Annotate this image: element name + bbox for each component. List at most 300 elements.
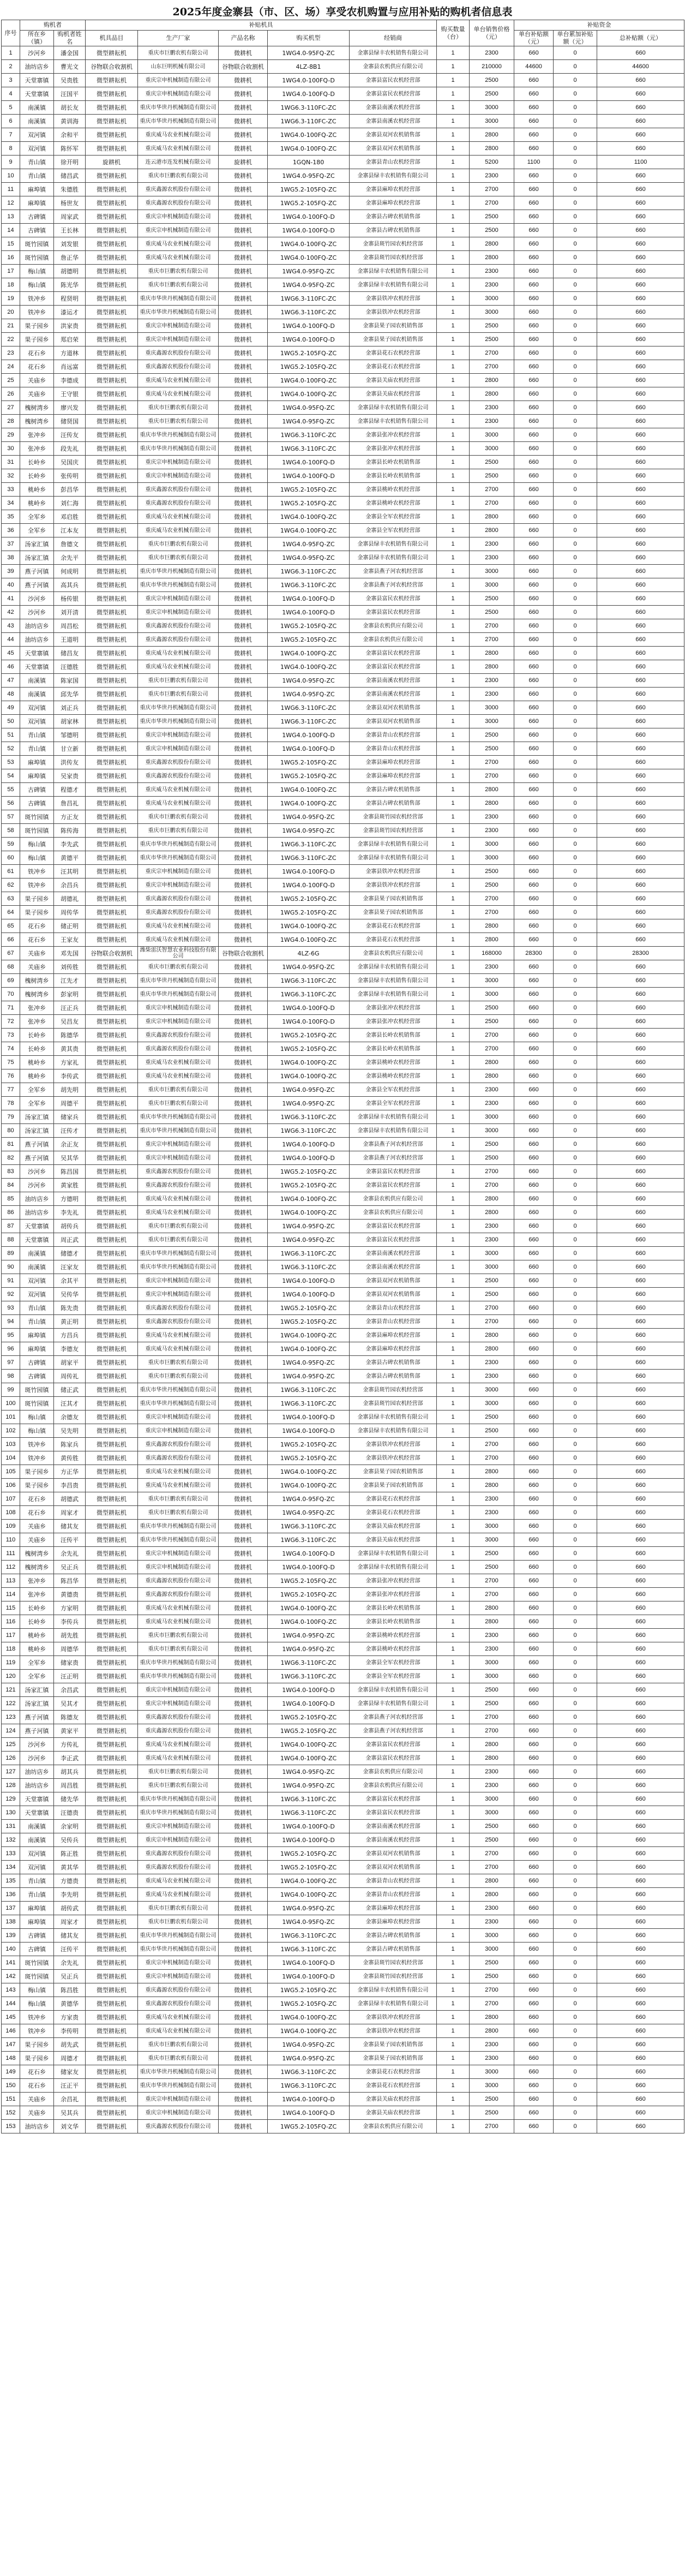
cell-dealer: 金寨县绿丰农机销售有限公司: [350, 537, 437, 551]
cell-maker: 重庆威马农业机械有限公司: [138, 1069, 219, 1083]
cell-seq: 20: [2, 306, 20, 319]
table-row: [2, 1465, 684, 1479]
cell-price: 2500: [470, 1274, 514, 1288]
cell-model: 1WG4.0-95FQ-ZC: [268, 415, 350, 428]
cell-local-sub: 0: [554, 783, 597, 797]
cell-local-sub: 0: [554, 1192, 597, 1206]
table-row: [2, 1097, 684, 1110]
cell-total-sub: 660: [597, 2065, 684, 2079]
table-row: [2, 387, 684, 401]
cell-town: 果子园乡: [20, 2038, 54, 2052]
cell-town: 桃岭乡: [20, 1642, 54, 1656]
cell-qty: 1: [437, 1683, 470, 1697]
cell-town: 天堂寨镇: [20, 1806, 54, 1820]
cell-item-name: 微型耕耘机: [86, 183, 138, 196]
cell-buyer-name: 胡家林: [54, 715, 86, 728]
cell-total-sub: 660: [597, 1765, 684, 1779]
cell-central-sub: 660: [514, 783, 554, 797]
cell-product: 微耕机: [219, 1151, 268, 1165]
cell-seq: 22: [2, 333, 20, 346]
table-row: [2, 688, 684, 701]
cell-total-sub: 660: [597, 210, 684, 224]
cell-price: 2500: [470, 1001, 514, 1015]
cell-dealer: 金寨县绿丰农机销售有限公司: [350, 1997, 437, 2011]
cell-seq: 32: [2, 469, 20, 483]
cell-seq: 74: [2, 1042, 20, 1056]
cell-qty: 1: [437, 1479, 470, 1492]
cell-central-sub: 660: [514, 565, 554, 578]
cell-qty: 1: [437, 1397, 470, 1410]
cell-model: 1WG4.0-100FQ-ZC: [268, 2011, 350, 2024]
cell-local-sub: 0: [554, 1029, 597, 1042]
cell-seq: 133: [2, 1847, 20, 1861]
cell-price: 2700: [470, 497, 514, 510]
cell-central-sub: 660: [514, 1915, 554, 1929]
cell-town: 沙河乡: [20, 592, 54, 606]
cell-dealer: 金寨县绿丰农机销售有限公司: [350, 1983, 437, 1997]
cell-buyer-name: 周昌松: [54, 619, 86, 633]
cell-price: 3000: [470, 2065, 514, 2079]
cell-dealer: 金寨县古碑农机销售部: [350, 1370, 437, 1383]
cell-item-name: 微型耕耘机: [86, 1833, 138, 1847]
cell-model: 1WG4.0-95FQ-ZC: [268, 1779, 350, 1792]
cell-central-sub: 660: [514, 1820, 554, 1833]
cell-total-sub: 660: [597, 142, 684, 156]
cell-qty: 1: [437, 1424, 470, 1438]
table-row: [2, 1138, 684, 1151]
cell-product: 微耕机: [219, 1915, 268, 1929]
cell-dealer: 金寨县张冲农机经营部: [350, 428, 437, 442]
cell-item-name: 微型耕耘机: [86, 1110, 138, 1124]
cell-product: 微耕机: [219, 1015, 268, 1029]
cell-price: 2700: [470, 1315, 514, 1329]
cell-town: 双河镇: [20, 701, 54, 715]
cell-seq: 24: [2, 360, 20, 374]
cell-qty: 1: [437, 1983, 470, 1997]
cell-town: 汤家汇镇: [20, 1697, 54, 1711]
cell-qty: 1: [437, 1124, 470, 1138]
cell-item-name: 微型耕耘机: [86, 115, 138, 128]
cell-central-sub: 660: [514, 1056, 554, 1069]
cell-central-sub: 660: [514, 1956, 554, 1970]
cell-local-sub: 0: [554, 1056, 597, 1069]
cell-product: 微耕机: [219, 265, 268, 278]
cell-product: 微耕机: [219, 224, 268, 237]
cell-total-sub: 660: [597, 797, 684, 810]
cell-qty: 1: [437, 1329, 470, 1342]
cell-product: 微耕机: [219, 1929, 268, 1943]
cell-price: 3000: [470, 1520, 514, 1533]
cell-price: 2500: [470, 1547, 514, 1561]
cell-item-name: 微型耕耘机: [86, 2106, 138, 2120]
cell-seq: 148: [2, 2052, 20, 2065]
cell-dealer: 金寨县铁冲农机经营部: [350, 1451, 437, 1465]
cell-price: 2700: [470, 756, 514, 769]
cell-central-sub: 660: [514, 1356, 554, 1370]
cell-product: 微耕机: [219, 1001, 268, 1015]
cell-town: 铁冲乡: [20, 2011, 54, 2024]
cell-seq: 82: [2, 1151, 20, 1165]
cell-town: 天堂寨镇: [20, 660, 54, 674]
cell-item-name: 微型耕耘机: [86, 1929, 138, 1943]
cell-central-sub: 28300: [514, 947, 554, 960]
table-row: [2, 1915, 684, 1929]
table-row: [2, 1520, 684, 1533]
cell-town: 张冲乡: [20, 1001, 54, 1015]
table-row: [2, 292, 684, 306]
cell-model: 1WG4.0-100FQ-ZC: [268, 524, 350, 537]
cell-dealer: 金寨县双河农机销售部: [350, 1288, 437, 1301]
cell-model: 1WG6.3-110FC-ZC: [268, 715, 350, 728]
cell-product: 微耕机: [219, 46, 268, 60]
cell-item-name: 微型耕耘机: [86, 469, 138, 483]
cell-seq: 71: [2, 1001, 20, 1015]
cell-qty: 1: [437, 387, 470, 401]
cell-dealer: 金寨县麻埠农机经营部: [350, 756, 437, 769]
cell-total-sub: 660: [597, 892, 684, 906]
cell-product: 微耕机: [219, 1315, 268, 1329]
cell-product: 微耕机: [219, 933, 268, 947]
cell-price: 2500: [470, 728, 514, 742]
cell-item-name: 微型耕耘机: [86, 1601, 138, 1615]
cell-dealer: 金寨县青山农机经营部: [350, 1874, 437, 1888]
cell-maker: 重庆市巨鹏农机有限公司: [138, 1356, 219, 1370]
cell-buyer-name: 黄其贵: [54, 1042, 86, 1056]
cell-central-sub: 660: [514, 401, 554, 415]
cell-seq: 46: [2, 660, 20, 674]
table-row: [2, 606, 684, 619]
cell-price: 2300: [470, 824, 514, 838]
cell-item-name: 微型耕耘机: [86, 1915, 138, 1929]
cell-item-name: 微型耕耘机: [86, 1465, 138, 1479]
cell-product: 微耕机: [219, 101, 268, 115]
cell-price: 2500: [470, 224, 514, 237]
cell-buyer-name: 李正武: [54, 1752, 86, 1765]
cell-town: 汤家汇镇: [20, 551, 54, 565]
cell-total-sub: 660: [597, 1915, 684, 1929]
cell-qty: 1: [437, 1083, 470, 1097]
cell-item-name: 微型耕耘机: [86, 578, 138, 592]
cell-total-sub: 660: [597, 1847, 684, 1861]
cell-seq: 132: [2, 1833, 20, 1847]
cell-product: 微耕机: [219, 142, 268, 156]
cell-buyer-name: 吴先明: [54, 1424, 86, 1438]
cell-seq: 150: [2, 2079, 20, 2093]
cell-model: 1WG4.0-100FQ-D: [268, 1410, 350, 1424]
cell-model: 1WG6.3-110FC-ZC: [268, 1110, 350, 1124]
cell-qty: 1: [437, 606, 470, 619]
cell-maker: 重庆宗申机械制造有限公司: [138, 865, 219, 878]
cell-total-sub: 660: [597, 415, 684, 428]
cell-total-sub: 660: [597, 1902, 684, 1915]
cell-product: 微耕机: [219, 988, 268, 1001]
cell-model: 1WG4.0-100FQ-ZC: [268, 251, 350, 265]
cell-price: 2700: [470, 1724, 514, 1738]
table-row: [2, 537, 684, 551]
cell-model: 1WG4.0-100FQ-ZC: [268, 1615, 350, 1629]
cell-central-sub: 660: [514, 306, 554, 319]
cell-maker: 重庆鑫源农机股份有限公司: [138, 1574, 219, 1588]
cell-dealer: 金寨县长岭农机销售部: [350, 469, 437, 483]
cell-price: 2500: [470, 1683, 514, 1697]
cell-local-sub: 0: [554, 947, 597, 960]
cell-model: 1WG4.0-100FQ-ZC: [268, 128, 350, 142]
cell-product: 旋耕机: [219, 156, 268, 169]
cell-product: 微耕机: [219, 1683, 268, 1697]
cell-product: 微耕机: [219, 1097, 268, 1110]
cell-seq: 23: [2, 346, 20, 360]
cell-item-name: 微型耕耘机: [86, 142, 138, 156]
cell-seq: 100: [2, 1397, 20, 1410]
cell-town: 槐树湾乡: [20, 988, 54, 1001]
cell-price: 2500: [470, 319, 514, 333]
cell-model: 1WG4.0-95FQ-ZC: [268, 674, 350, 688]
cell-maker: 重庆鑫源农机股份有限公司: [138, 183, 219, 196]
cell-model: 1WG4.0-100FQ-D: [268, 319, 350, 333]
cell-central-sub: 660: [514, 456, 554, 469]
cell-total-sub: 660: [597, 592, 684, 606]
cell-town: 梅山镇: [20, 1410, 54, 1424]
cell-item-name: 微型耕耘机: [86, 1956, 138, 1970]
cell-maker: 重庆威马农业机械有限公司: [138, 1206, 219, 1220]
cell-town: 关庙乡: [20, 2093, 54, 2106]
cell-item-name: 微型耕耘机: [86, 1888, 138, 1902]
cell-product: 微耕机: [219, 210, 268, 224]
header-subsidy-group: 补贴资金: [514, 20, 684, 31]
cell-model: 1WG4.0-100FQ-D: [268, 224, 350, 237]
cell-buyer-name: 余先礼: [54, 1956, 86, 1970]
table-row: [2, 1601, 684, 1615]
cell-product: 微耕机: [219, 2106, 268, 2120]
cell-model: 1WG5.2-105FQ-ZC: [268, 1861, 350, 1874]
table-row: [2, 674, 684, 688]
cell-seq: 5: [2, 101, 20, 115]
cell-model: 1WG4.0-95FQ-ZC: [268, 1097, 350, 1110]
cell-maker: 重庆市巨鹏农机有限公司: [138, 1765, 219, 1779]
cell-qty: 1: [437, 2011, 470, 2024]
cell-maker: 重庆市华世丹机械制造有限公司: [138, 1929, 219, 1943]
cell-seq: 4: [2, 87, 20, 101]
cell-model: 1WG5.2-105FQ-ZC: [268, 892, 350, 906]
cell-central-sub: 44600: [514, 60, 554, 74]
cell-item-name: 微型耕耘机: [86, 292, 138, 306]
table-row: [2, 1902, 684, 1915]
cell-model: 1WG5.2-105FQ-ZC: [268, 183, 350, 196]
table-row: [2, 1861, 684, 1874]
cell-town: 天堂寨镇: [20, 1220, 54, 1233]
cell-maker: 重庆宗申机械制造有限公司: [138, 2093, 219, 2106]
cell-seq: 64: [2, 906, 20, 919]
cell-seq: 99: [2, 1383, 20, 1397]
table-row: [2, 46, 684, 60]
cell-item-name: 微型耕耘机: [86, 919, 138, 933]
cell-model: 1WG6.3-110FC-ZC: [268, 1806, 350, 1820]
cell-dealer: 金寨县古碑农机销售部: [350, 1356, 437, 1370]
cell-maker: 重庆市巨鹏农机有限公司: [138, 551, 219, 565]
table-row: [2, 1929, 684, 1943]
cell-buyer-name: 黄德贵: [54, 1588, 86, 1601]
cell-model: 1WG5.2-105FQ-ZC: [268, 769, 350, 783]
cell-central-sub: 660: [514, 1329, 554, 1342]
cell-total-sub: 660: [597, 1288, 684, 1301]
cell-local-sub: 0: [554, 1970, 597, 1983]
cell-total-sub: 660: [597, 1451, 684, 1465]
cell-item-name: 微型耕耘机: [86, 1015, 138, 1029]
cell-local-sub: 0: [554, 483, 597, 497]
table-row: [2, 1410, 684, 1424]
cell-qty: 1: [437, 851, 470, 865]
cell-seq: 26: [2, 387, 20, 401]
table-row: [2, 1438, 684, 1451]
cell-price: 3000: [470, 1656, 514, 1670]
cell-price: 2700: [470, 1165, 514, 1179]
cell-buyer-name: 潘金国: [54, 46, 86, 60]
cell-central-sub: 660: [514, 128, 554, 142]
cell-dealer: 金寨县果子园农机销售部: [350, 1465, 437, 1479]
cell-maker: 重庆市巨鹏农机有限公司: [138, 1492, 219, 1506]
cell-town: 汤家汇镇: [20, 1110, 54, 1124]
cell-product: 微耕机: [219, 824, 268, 838]
cell-buyer-name: 张传明: [54, 469, 86, 483]
cell-qty: 1: [437, 947, 470, 960]
cell-product: 微耕机: [219, 469, 268, 483]
cell-buyer-name: 廖兴发: [54, 401, 86, 415]
table-row: [2, 1738, 684, 1752]
cell-buyer-name: 周德华: [54, 1642, 86, 1656]
cell-buyer-name: 吴昌友: [54, 1015, 86, 1029]
cell-central-sub: 660: [514, 1792, 554, 1806]
cell-item-name: 微型耕耘机: [86, 551, 138, 565]
cell-dealer: 金寨县双河农机销售部: [350, 715, 437, 728]
cell-seq: 126: [2, 1752, 20, 1765]
cell-maker: 重庆市巨鹏农机有限公司: [138, 169, 219, 183]
cell-item-name: 微型耕耘机: [86, 1342, 138, 1356]
cell-price: 3000: [470, 115, 514, 128]
cell-item-name: 微型耕耘机: [86, 756, 138, 769]
cell-central-sub: 660: [514, 892, 554, 906]
cell-dealer: 金寨县燕子河农机经营部: [350, 1151, 437, 1165]
cell-item-name: 微型耕耘机: [86, 1792, 138, 1806]
cell-buyer-name: 储其友: [54, 1520, 86, 1533]
cell-item-name: 微型耕耘机: [86, 1301, 138, 1315]
cell-buyer-name: 李先武: [54, 838, 86, 851]
cell-item-name: 微型耕耘机: [86, 2120, 138, 2133]
cell-town: 果子园乡: [20, 892, 54, 906]
cell-local-sub: 0: [554, 306, 597, 319]
cell-maker: 重庆宗申机械制造有限公司: [138, 210, 219, 224]
cell-maker: 重庆鑫源农机股份有限公司: [138, 1179, 219, 1192]
cell-model: 1WG4.0-100FQ-ZC: [268, 1069, 350, 1083]
cell-dealer: 金寨县全军农机经营部: [350, 1083, 437, 1097]
table-row: [2, 2052, 684, 2065]
cell-item-name: 微型耕耘机: [86, 74, 138, 87]
cell-product: 微耕机: [219, 1465, 268, 1479]
cell-qty: 1: [437, 878, 470, 892]
cell-maker: 重庆威马农业机械有限公司: [138, 797, 219, 810]
cell-seq: 135: [2, 1874, 20, 1888]
cell-town: 天堂寨镇: [20, 87, 54, 101]
cell-local-sub: 0: [554, 156, 597, 169]
table-row: [2, 1943, 684, 1956]
cell-local-sub: 0: [554, 319, 597, 333]
cell-local-sub: 0: [554, 2052, 597, 2065]
cell-central-sub: 660: [514, 510, 554, 524]
cell-item-name: 旋耕机: [86, 156, 138, 169]
cell-buyer-name: 吴传兵: [54, 1833, 86, 1847]
cell-price: 2800: [470, 1329, 514, 1342]
cell-buyer-name: 王守银: [54, 387, 86, 401]
cell-maker: 重庆鑫源农机股份有限公司: [138, 1983, 219, 1997]
cell-model: 1WG4.0-95FQ-ZC: [268, 2052, 350, 2065]
cell-model: 1WG5.2-105FQ-ZC: [268, 1711, 350, 1724]
cell-model: 1WG5.2-105FQ-ZC: [268, 633, 350, 647]
cell-local-sub: 0: [554, 1520, 597, 1533]
cell-buyer-name: 汪家友: [54, 1260, 86, 1274]
cell-local-sub: 0: [554, 210, 597, 224]
cell-local-sub: 0: [554, 2093, 597, 2106]
table-row: [2, 87, 684, 101]
cell-dealer: 金寨县花石农机经营部: [350, 2065, 437, 2079]
table-row: [2, 1533, 684, 1547]
cell-central-sub: 660: [514, 2011, 554, 2024]
cell-model: 1WG6.3-110FC-ZC: [268, 1943, 350, 1956]
cell-buyer-name: 周家武: [54, 210, 86, 224]
cell-price: 2300: [470, 169, 514, 183]
cell-dealer: 金寨县南溪农机经营部: [350, 1247, 437, 1260]
cell-local-sub: 0: [554, 1888, 597, 1902]
cell-town: 铁冲乡: [20, 1438, 54, 1451]
cell-seq: 79: [2, 1110, 20, 1124]
cell-price: 2300: [470, 1220, 514, 1233]
table-row: [2, 224, 684, 237]
cell-qty: 1: [437, 265, 470, 278]
cell-item-name: 微型耕耘机: [86, 2052, 138, 2065]
table-row: [2, 183, 684, 196]
cell-dealer: 金寨县农机供应有限公司: [350, 60, 437, 74]
cell-seq: 93: [2, 1301, 20, 1315]
table-row: [2, 592, 684, 606]
table-row: [2, 1383, 684, 1397]
cell-maker: 重庆市巨鹏农机有限公司: [138, 1233, 219, 1247]
table-row: [2, 1370, 684, 1383]
cell-price: 3000: [470, 1670, 514, 1683]
cell-qty: 1: [437, 1820, 470, 1833]
cell-product: 微耕机: [219, 237, 268, 251]
cell-model: 1WG4.0-100FQ-ZC: [268, 1874, 350, 1888]
cell-local-sub: 0: [554, 1561, 597, 1574]
cell-qty: 1: [437, 1779, 470, 1792]
cell-qty: 1: [437, 1765, 470, 1779]
cell-price: 3000: [470, 1260, 514, 1274]
cell-model: 1WG5.2-105FQ-ZC: [268, 1451, 350, 1465]
cell-maker: 重庆鑫源农机股份有限公司: [138, 1711, 219, 1724]
cell-local-sub: 0: [554, 674, 597, 688]
cell-model: 1WG5.2-105FQ-ZC: [268, 1724, 350, 1738]
cell-central-sub: 660: [514, 906, 554, 919]
cell-total-sub: 660: [597, 169, 684, 183]
cell-model: 1WG4.0-100FQ-D: [268, 333, 350, 346]
header-model: 购买机型: [268, 31, 350, 46]
table-row: [2, 1056, 684, 1069]
cell-product: 微耕机: [219, 1138, 268, 1151]
cell-qty: 1: [437, 1752, 470, 1765]
cell-town: 全军乡: [20, 510, 54, 524]
cell-total-sub: 660: [597, 1356, 684, 1370]
cell-local-sub: 0: [554, 1833, 597, 1847]
cell-local-sub: 0: [554, 2120, 597, 2133]
cell-item-name: 微型耕耘机: [86, 906, 138, 919]
cell-central-sub: 660: [514, 1192, 554, 1206]
